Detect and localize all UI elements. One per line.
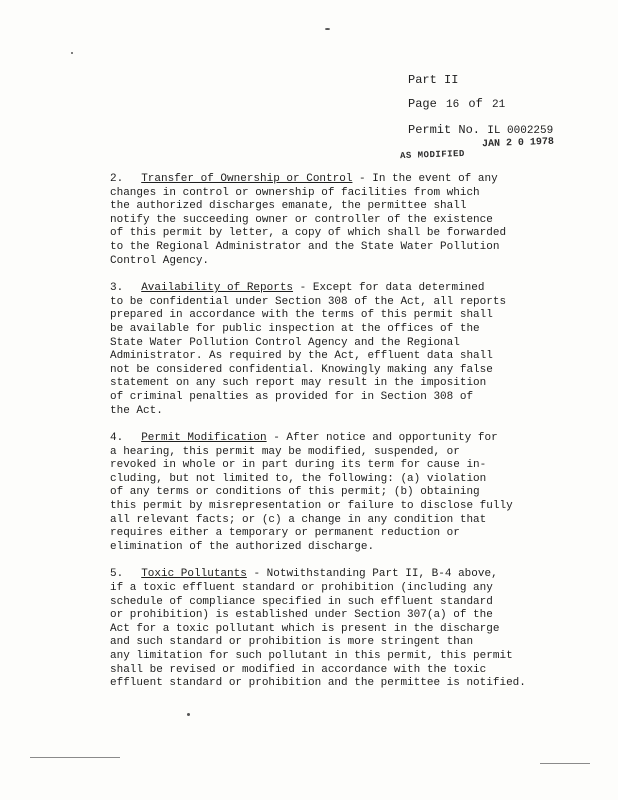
paragraph-line: shall be revised or modified in accordance with the toxic [110, 663, 487, 676]
scan-streak [30, 757, 120, 758]
paragraph-line: Administrator. As required by the Act, effluent data shall [110, 350, 493, 363]
page-of: of [468, 97, 483, 111]
paragraph-line: the Act. [110, 404, 163, 417]
paragraph-line: to the Regional Administrator and the State Water Pollution [110, 240, 500, 253]
paragraph-line: statement on any such report may result in the imposition [110, 377, 487, 390]
paragraph-number: 5. [110, 568, 124, 581]
page-number: 16 [446, 99, 460, 111]
paragraph-line: requires either a temporary or permanent reduction or [110, 527, 460, 540]
paragraph-lead [110, 432, 580, 446]
paragraph-line: cluding, but not limited to, the following: (a) violation [110, 472, 487, 485]
paragraph-line: elimination of the authorized discharge. [110, 540, 375, 553]
paragraph-number: 3. [110, 282, 124, 295]
paragraph-line: any limitation for such pollutant in this permit, this permit [110, 650, 513, 662]
paragraph-lead-text: - Except for data determined [299, 282, 485, 295]
permit-line [408, 124, 553, 137]
paragraph-line: of any terms or conditions of this permit; (b) obtaining [110, 486, 480, 499]
paragraph-line: be available for public inspection at the offices of the [110, 322, 480, 335]
page-prefix: Page [408, 97, 437, 111]
paragraph-title: Availability of Reports [141, 282, 294, 295]
scan-speck [325, 28, 330, 30]
paragraph-line: of this permit by letter, a copy of which shall be forwarded [110, 227, 507, 240]
paragraph-line: not be considered confidential. Knowingly making any false [110, 363, 493, 376]
paragraph-lead-text: - Notwithstanding Part II, B-4 above, [253, 568, 498, 581]
permit-conditions [110, 173, 580, 705]
paragraph-title: Toxic Pollutants [141, 568, 247, 581]
date-stamp: JAN 2 0 1978 [481, 136, 555, 151]
paragraph-line: if a toxic effluent standard or prohibition (including any [110, 582, 493, 595]
paragraph-title: Permit Modification [141, 432, 267, 445]
paragraph-availability-of-reports [110, 282, 580, 418]
paragraph-line: schedule of compliance specified in such effluent standard [110, 595, 493, 608]
paragraph-line: Act for a toxic pollutant which is present in the discharge [110, 622, 500, 635]
paragraph-title: Transfer of Ownership or Control [141, 173, 353, 185]
paragraph-line: a hearing, this permit may be modified, suspended, or [110, 445, 460, 458]
paragraph-line: Control Agency. [110, 254, 210, 267]
part-label: Part II [408, 73, 459, 87]
paragraph-number: 2. [110, 173, 124, 185]
paragraph-line: and such standard or prohibition is more stringent than [110, 636, 474, 649]
scan-speck [187, 713, 190, 716]
page-indicator [408, 98, 507, 111]
paragraph-lead [110, 173, 580, 187]
permit-number: IL 0002259 [487, 125, 554, 137]
paragraph-line: the authorized discharges emanate, the permittee shall [110, 200, 467, 213]
paragraph-line: notify the succeeding owner or controller of the existence [110, 213, 493, 226]
page-total: 21 [492, 99, 506, 111]
paragraph-line: State Water Pollution Control Agency and the Regional [110, 336, 460, 349]
paragraph-lead-text: - After notice and opportunity for [273, 432, 498, 445]
paragraph-line: or prohibition) is established under Section 307(a) of the [110, 609, 493, 622]
paragraph-line: to be confidential under Section 308 of the Act, all reports [110, 295, 507, 308]
paragraph-line: revoked in whole or in part during its term for cause in- [110, 459, 487, 472]
scan-streak [540, 763, 590, 764]
paragraph-lead [110, 282, 580, 296]
paragraph-transfer-of-ownership [110, 173, 580, 268]
paragraph-lead [110, 568, 580, 582]
paragraph-lead-text: - In the event of any [359, 173, 498, 185]
modified-stamp: AS MODIFIED [399, 148, 466, 162]
paragraph-line: changes in control or ownership of facilities from which [110, 186, 480, 199]
paragraph-line: all relevant facts; or (c) a change in any condition that [110, 513, 487, 526]
paragraph-line: effluent standard or prohibition and the permittee is notified. [110, 677, 526, 690]
paragraph-line: prepared in accordance with the terms of this permit shall [110, 309, 493, 322]
paragraph-toxic-pollutants [110, 568, 580, 690]
paragraph-line: this permit by misrepresentation or failure to disclose fully [110, 500, 513, 513]
scan-speck [71, 52, 73, 54]
paragraph-line: of criminal penalties as provided for in Section 308 of [110, 390, 474, 403]
paragraph-permit-modification [110, 432, 580, 554]
permit-label: Permit No. [408, 123, 481, 137]
paragraph-number: 4. [110, 432, 124, 445]
